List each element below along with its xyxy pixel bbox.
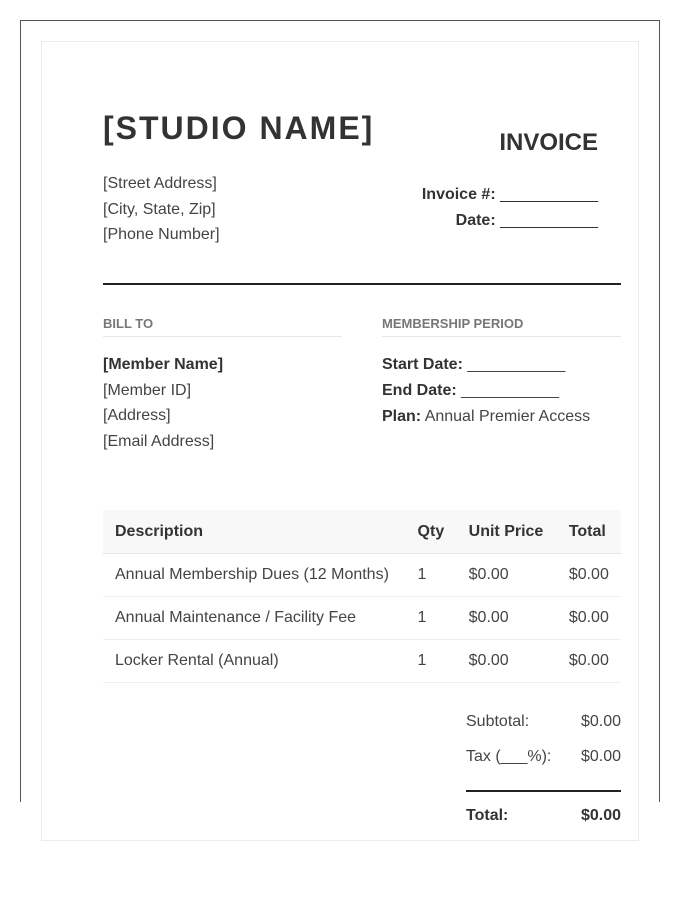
- end-date-row: [382, 378, 590, 404]
- header-divider: [103, 283, 621, 285]
- start-date-value[interactable]: ___________: [467, 356, 566, 373]
- start-date-row: [382, 352, 590, 378]
- invoice-date-value[interactable]: ___________: [500, 212, 598, 229]
- row-total: $0.00: [557, 597, 621, 640]
- row-description: Annual Membership Dues (12 Months): [103, 554, 406, 597]
- invoice-number-value[interactable]: ___________: [500, 186, 598, 203]
- plan-label: Plan:: [382, 408, 422, 425]
- studio-street: [Street Address]: [103, 175, 217, 192]
- member-address: [Address]: [103, 407, 171, 424]
- table-row: [103, 554, 621, 597]
- invoice-title: INVOICE: [499, 129, 598, 156]
- total-value: $0.00: [580, 807, 621, 824]
- studio-address: [103, 171, 220, 248]
- studio-name: [STUDIO NAME]: [103, 110, 375, 146]
- document-frame: [20, 20, 660, 824]
- invoice-date-label: Date:: [455, 212, 496, 229]
- row-unit-price: $0.00: [457, 554, 557, 597]
- header-unit-price: Unit Price: [457, 510, 557, 554]
- invoice-sheet: [41, 41, 639, 841]
- membership-period-details: [382, 352, 590, 430]
- studio-phone: [Phone Number]: [103, 226, 220, 243]
- row-qty: 1: [406, 640, 457, 683]
- row-unit-price: $0.00: [457, 640, 557, 683]
- tax-row: [466, 747, 621, 782]
- bill-to-details: [103, 352, 223, 454]
- table-row: [103, 640, 621, 683]
- header-qty: Qty: [406, 510, 457, 554]
- row-total: $0.00: [557, 640, 621, 683]
- row-total: $0.00: [557, 554, 621, 597]
- row-qty: 1: [406, 554, 457, 597]
- membership-period-heading: MEMBERSHIP PERIOD: [382, 316, 621, 337]
- row-description: Annual Maintenance / Facility Fee: [103, 597, 406, 640]
- grand-total-row: [466, 806, 621, 841]
- tax-value: $0.00: [580, 748, 621, 765]
- bill-to-heading: BILL TO: [103, 316, 342, 337]
- row-description: Locker Rental (Annual): [103, 640, 406, 683]
- row-qty: 1: [406, 597, 457, 640]
- plan-value: Annual Premier Access: [424, 408, 591, 425]
- total-label: Total:: [466, 807, 509, 824]
- header-description: Description: [103, 510, 406, 554]
- row-unit-price: $0.00: [457, 597, 557, 640]
- subtotal-row: [466, 712, 621, 747]
- invoice-number-row: [422, 182, 598, 208]
- member-name: [Member Name]: [103, 356, 224, 373]
- tax-label: Tax (___%):: [466, 748, 552, 765]
- studio-city: [City, State, Zip]: [103, 200, 216, 218]
- start-date-label: Start Date:: [382, 356, 463, 373]
- table-header-row: [103, 510, 621, 554]
- member-email: [Email Address]: [103, 432, 215, 450]
- invoice-number-label: Invoice #:: [421, 186, 496, 203]
- line-items-table: [103, 510, 621, 683]
- invoice-date-row: [422, 208, 598, 234]
- invoice-meta: [422, 182, 598, 234]
- member-id: [Member ID]: [103, 381, 192, 399]
- subtotal-label: Subtotal:: [466, 713, 530, 730]
- end-date-label: End Date:: [382, 382, 457, 399]
- plan-row: [382, 404, 590, 430]
- totals-summary: [466, 712, 621, 841]
- totals-divider: [466, 790, 621, 792]
- subtotal-value: $0.00: [580, 713, 621, 730]
- end-date-value[interactable]: ___________: [461, 382, 560, 399]
- table-row: [103, 597, 621, 640]
- header-total: Total: [557, 510, 621, 554]
